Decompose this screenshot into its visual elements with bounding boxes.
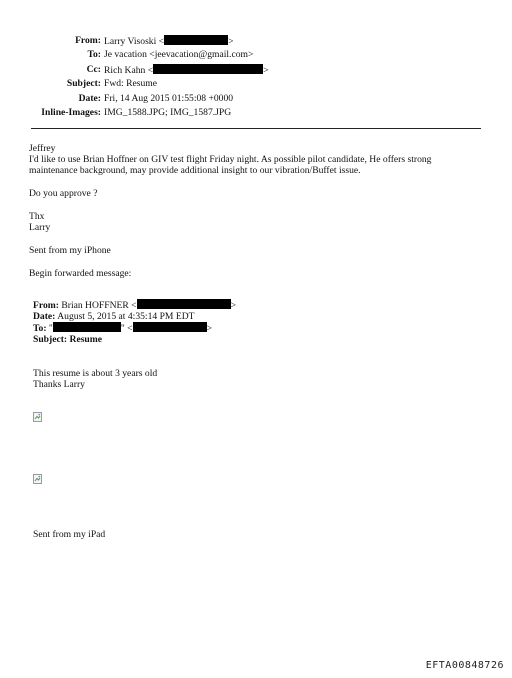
header-cc-label: Cc: xyxy=(86,63,101,75)
fwd-date-value: August 5, 2015 at 4:35:14 PM EDT xyxy=(57,310,195,322)
document-id: EFTA00848726 xyxy=(425,660,504,671)
fwd-subject-value: Resume xyxy=(69,333,103,345)
fwd-body-line-1: This resume is about 3 years old xyxy=(33,368,158,379)
header-cc-name: Rich Kahn < xyxy=(104,64,154,76)
fwd-from-end: > xyxy=(230,300,237,311)
fwd-to-quote: " xyxy=(48,323,53,334)
header-images-label: Inline-Images: xyxy=(41,106,101,118)
header-subject-value: Fwd: Resume xyxy=(104,78,158,90)
header-date-label: Date: xyxy=(78,92,101,104)
message-line-2: maintenance background, may provide additional insight to our vibration/Buffet issue. xyxy=(29,165,361,176)
fwd-body-line-2: Thanks Larry xyxy=(33,379,85,390)
broken-image-icon[interactable] xyxy=(33,474,42,484)
message-sent-from: Sent from my iPhone xyxy=(29,245,111,256)
fwd-to-mid: " < xyxy=(120,323,133,334)
fwd-date-row xyxy=(33,311,236,323)
header-from-end: > xyxy=(228,36,234,47)
message-thx: Thx xyxy=(29,211,45,222)
header-date-value: Fri, 14 Aug 2015 01:55:08 +0000 xyxy=(104,92,234,104)
header-date-row xyxy=(0,93,512,107)
header-cc-row xyxy=(0,64,512,78)
redaction-block xyxy=(164,35,228,45)
redaction-block xyxy=(137,299,231,309)
fwd-date-label: Date: xyxy=(33,310,56,322)
header-subject-label: Subject: xyxy=(66,78,101,90)
email-header xyxy=(0,35,512,121)
message-signoff: Larry xyxy=(29,222,51,233)
header-subject-row xyxy=(0,78,512,92)
message-line-1: I'd like to use Brian Hoffner on GIV test flight Friday night. As possible pilot candidate, He offers strong xyxy=(29,154,432,165)
header-cc-end: > xyxy=(263,64,269,76)
fwd-sent-from: Sent from my iPad xyxy=(33,529,106,540)
header-divider xyxy=(31,128,481,129)
message-greeting: Jeffrey xyxy=(29,143,56,154)
header-cc-value xyxy=(104,64,269,77)
redaction-block xyxy=(133,322,207,332)
fwd-to-end: > xyxy=(206,323,212,334)
header-from-value xyxy=(104,35,234,48)
header-to-row xyxy=(0,49,512,63)
header-images-value[interactable]: IMG_1588.JPG; IMG_1587.JPG xyxy=(104,106,232,118)
fwd-subject-row xyxy=(33,334,236,346)
message-forwarded-note: Begin forwarded message: xyxy=(29,268,132,279)
redaction-block xyxy=(53,322,121,332)
header-images-row xyxy=(0,107,512,121)
header-to-label: To: xyxy=(87,49,101,61)
redaction-block xyxy=(153,64,263,74)
broken-image-icon[interactable] xyxy=(33,412,42,422)
fwd-from-row xyxy=(33,299,236,311)
fwd-from-label: From: xyxy=(33,300,59,311)
header-from-label: From: xyxy=(75,35,101,46)
fwd-to-label: To: xyxy=(33,323,47,334)
fwd-from-value: Brian HOFFNER < xyxy=(61,300,137,311)
forwarded-header xyxy=(33,299,236,345)
header-to-value[interactable]: Je vacation <jeevacation@gmail.com> xyxy=(104,49,254,61)
header-from-row xyxy=(0,35,512,49)
fwd-subject-label: Subject: xyxy=(33,333,68,345)
header-from-name: Larry Visoski < xyxy=(104,36,165,47)
fwd-to-row xyxy=(33,322,236,334)
message-question: Do you approve ? xyxy=(29,188,98,199)
